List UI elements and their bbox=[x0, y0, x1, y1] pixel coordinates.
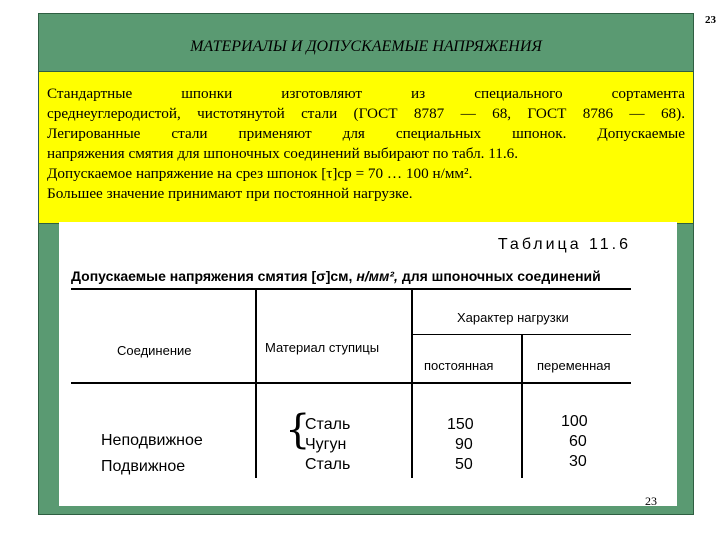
value-constant: 50 bbox=[455, 456, 473, 473]
table-image-panel bbox=[59, 222, 677, 506]
material-steel: Сталь bbox=[305, 456, 351, 473]
column-divider bbox=[255, 288, 257, 478]
corner-page-number: 23 bbox=[705, 14, 716, 26]
value-constant: 90 bbox=[455, 436, 473, 453]
paragraph-line: напряжения смятия для шпоночных соединений выбирают по табл. 11.6. bbox=[47, 145, 519, 162]
slide-title: МАТЕРИАЛЫ И ДОПУСКАЕМЫЕ НАПРЯЖЕНИЯ bbox=[190, 37, 542, 55]
header-variable: переменная bbox=[537, 358, 611, 373]
value-variable: 100 bbox=[561, 413, 588, 430]
paragraph-line: среднеуглеродистой, чистотянутой стали (ГОСТ 8787 — 68, ГОСТ 8786 — 68). bbox=[47, 105, 685, 122]
table-caption: Таблица 11.6 bbox=[497, 236, 631, 253]
header-bottom-rule bbox=[71, 382, 631, 384]
paragraph-line: Легированные стали применяют для специальных шпонок. Допускаемые bbox=[47, 125, 685, 142]
connection-sliding: Подвижное bbox=[101, 458, 186, 475]
slide-frame bbox=[38, 13, 694, 515]
column-divider bbox=[521, 334, 523, 478]
header-load-character: Характер нагрузки bbox=[457, 310, 569, 325]
connection-fixed: Неподвижное bbox=[101, 432, 203, 449]
table-heading-unit: н/мм², bbox=[356, 268, 398, 284]
value-variable: 60 bbox=[569, 433, 587, 450]
text-block bbox=[39, 71, 693, 224]
grouping-brace: { bbox=[285, 407, 311, 453]
header-constant: постоянная bbox=[424, 358, 494, 373]
table-top-rule bbox=[71, 288, 631, 290]
paragraph-line: Стандартные шпонки изготовляют из специального сортамента bbox=[47, 85, 685, 102]
table-heading bbox=[71, 268, 601, 284]
page-number: 23 bbox=[645, 494, 657, 508]
paragraph-line: Большее значение принимают при постоянной нагрузке. bbox=[47, 185, 413, 202]
column-divider bbox=[411, 288, 413, 478]
table-heading-suffix: для шпоночных соединений bbox=[401, 268, 601, 284]
header-hub-material: Материал ступицы bbox=[265, 340, 380, 355]
header-connection: Соединение bbox=[117, 343, 192, 358]
material-steel: Сталь bbox=[305, 416, 351, 433]
value-variable: 30 bbox=[569, 453, 587, 470]
material-cast-iron: Чугун bbox=[305, 436, 347, 453]
table-heading-prefix: Допускаемые напряжения смятия [σ]см, bbox=[71, 268, 353, 284]
paragraph bbox=[47, 84, 685, 204]
value-constant: 150 bbox=[447, 416, 474, 433]
paragraph-line: Допускаемое напряжение на срез шпонок [τ]ср = 70 … 100 н/мм². bbox=[47, 165, 473, 182]
